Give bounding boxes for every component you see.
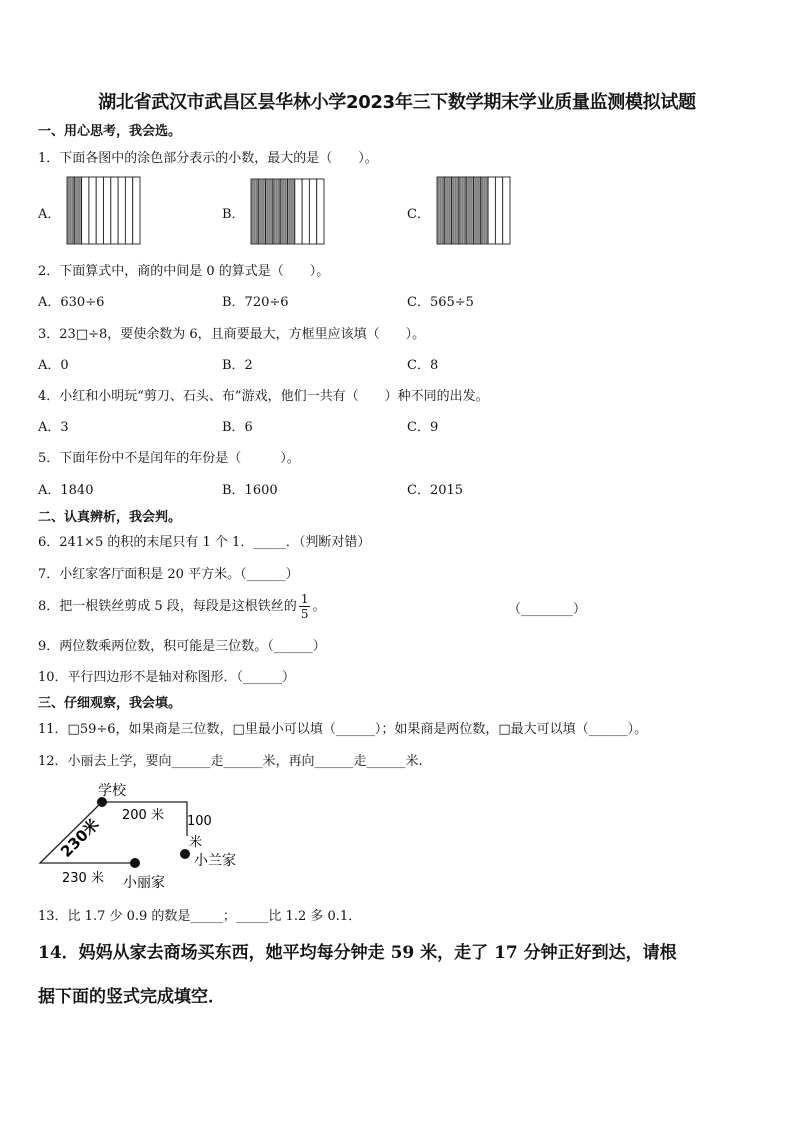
label-lan-home: 小兰家	[194, 853, 236, 869]
q3-option-a[interactable]: A．0	[38, 358, 69, 373]
column	[317, 179, 324, 244]
question-4: 4．小红和小明玩“剪刀、石头、布”游戏，他们一共有（ ）种不同的出发。	[38, 389, 489, 404]
section-2-heading: 二、认真辨析，我会判。	[38, 510, 182, 525]
figure-b	[250, 178, 325, 245]
label-230m-bottom: 230 米	[62, 871, 104, 886]
q3-option-b[interactable]: B．2	[222, 358, 253, 373]
column	[302, 179, 309, 244]
question-10: 10．平行四边形不是轴对称图形．（______）	[38, 670, 296, 685]
q5-option-b[interactable]: B．1600	[222, 483, 278, 498]
q2-option-b[interactable]: B．720÷6	[222, 295, 289, 310]
question-1: 1．下面各图中的涂色部分表示的小数，最大的是（ ）。	[38, 151, 378, 166]
question-9: 9．两位数乘两位数，积可能是三位数。（______）	[38, 639, 326, 654]
q4-option-a[interactable]: A．3	[38, 420, 69, 435]
section-1-heading: 一、用心思考，我会选。	[38, 124, 182, 139]
question-3: 3．23□÷8，要使余数为 6，且商要最大，方框里应该填（ ）。	[38, 327, 426, 342]
question-8-end: 。	[312, 599, 326, 614]
question-2: 2．下面算式中，商的中间是 0 的算式是（ ）。	[38, 264, 330, 279]
column	[96, 177, 103, 244]
li-home-point	[130, 858, 140, 868]
question-8-text: 8．把一根铁丝剪成 5 段，每段是这根铁丝的	[38, 599, 297, 614]
column	[111, 177, 118, 244]
column	[89, 177, 96, 244]
q5-option-a[interactable]: A．1840	[38, 483, 94, 498]
column	[488, 177, 495, 244]
column	[82, 177, 89, 244]
q1-option-c[interactable]: C．	[407, 207, 430, 222]
fraction-numerator: 1	[300, 592, 309, 606]
question-8-answer-blank[interactable]: （________）	[508, 602, 587, 617]
question-14-line-1: 14．妈妈从家去商场买东西，她平均每分钟走 59 米，走了 17 分钟正好到达，请根	[38, 943, 677, 963]
question-14-line-2: 据下面的竖式完成填空．	[38, 987, 225, 1007]
column	[125, 177, 132, 244]
column	[133, 177, 140, 244]
question-13: 13．比 1.7 少 0.9 的数是_____；_____比 1.2 多 0.1．	[38, 909, 362, 924]
page-title: 湖北省武汉市武昌区昙华林小学2023年三下数学期末学业质量监测模拟试题	[98, 92, 696, 113]
column	[309, 179, 316, 244]
q2-option-a[interactable]: A．630÷6	[38, 295, 105, 310]
question-11: 11．□59÷6，如果商是三位数，□里最小可以填（______）；如果商是两位数，□最大可以填（______）。	[38, 722, 648, 737]
question-5: 5．下面年份中不是闰年的年份是（ ）。	[38, 451, 300, 466]
q4-option-c[interactable]: C．9	[407, 420, 439, 435]
column	[104, 177, 111, 244]
column	[295, 179, 302, 244]
question-7: 7．小红家客厅面积是 20 平方米。（______）	[38, 567, 299, 582]
column	[495, 177, 502, 244]
column	[118, 177, 125, 244]
q5-option-c[interactable]: C．2015	[407, 483, 464, 498]
q1-option-a[interactable]: A．	[38, 207, 61, 222]
figure-c	[436, 176, 511, 245]
figure-a	[66, 176, 141, 245]
question-8	[38, 592, 325, 621]
lan-home-point	[180, 849, 190, 859]
question-6: 6．241×5 的积的末尾只有 1 个 1．_____．（判断对错）	[38, 535, 371, 550]
q2-option-c[interactable]: C．565÷5	[407, 295, 474, 310]
label-100: 100	[187, 814, 212, 829]
q4-option-b[interactable]: B．6	[222, 420, 253, 435]
fraction-denominator: 5	[300, 607, 309, 621]
label-school: 学校	[98, 783, 126, 799]
q1-option-b[interactable]: B．	[222, 207, 245, 222]
section-3-heading: 三、仔细观察，我会填。	[38, 696, 182, 711]
route-map	[30, 776, 260, 896]
label-li-home: 小丽家	[123, 875, 165, 891]
fraction-one-fifth	[299, 592, 311, 621]
label-230m-diagonal: 230米	[57, 815, 103, 861]
column	[503, 177, 510, 244]
label-200m: 200 米	[122, 808, 164, 823]
q3-option-c[interactable]: C．8	[407, 358, 439, 373]
question-12: 12．小丽去上学，要向______走______米，再向______走______米.	[38, 754, 423, 769]
label-100-unit: 米	[189, 835, 203, 850]
